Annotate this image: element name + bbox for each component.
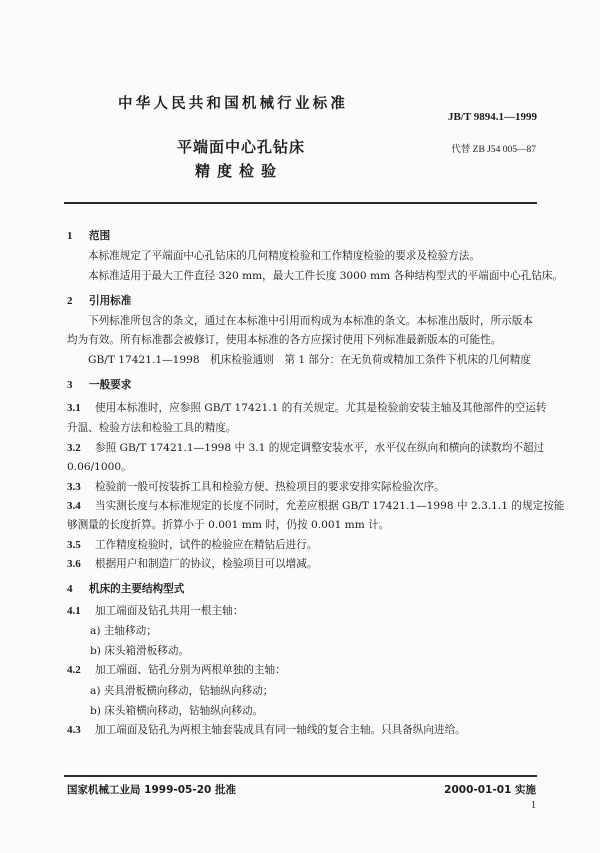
clause-3-2-cont: 0.06/1000。 — [67, 461, 132, 473]
clause-4-1-item-a: a) 主轴移动； — [90, 625, 157, 637]
clause-4-2: 4.2 加工端面、钻孔分别为两根单独的主轴： — [67, 664, 286, 676]
section-2-paragraph: 均为有效。所有标准都会被修订，使用本标准的各方应探讨使用下列标准最新版本的可能性。 — [67, 334, 502, 346]
effective-date: 2000-01-01 实施 — [444, 784, 536, 796]
page-number: 1 — [531, 800, 536, 811]
section-3-heading: 3 一般要求 — [67, 379, 132, 391]
clause-4-1-item-b: b) 床头箱滑板移动。 — [90, 645, 190, 657]
clause-3-4-cont: 够测量的长度折算。折算小于 0.001 mm 时，仍按 0.001 mm 计。 — [67, 519, 390, 531]
footer-divider — [64, 775, 537, 777]
section-1-paragraph: 本标准规定了平端面中心孔钻床的几何精度检验和工作精度检验的要求及检验方法。 — [88, 250, 480, 262]
replaces-standard: 代替 ZB J54 005—87 — [451, 145, 536, 155]
section-1-paragraph: 本标准适用于最大工件直径 320 mm，最大工件长度 3000 mm 各种结构型式的平端面中心孔钻床。 — [88, 270, 563, 282]
header-divider — [64, 202, 537, 204]
clause-4-3: 4.3 加工端面及钻孔为两根主轴套装成具有同一轴线的复合主轴。只具备纵向进给。 — [67, 724, 466, 736]
clause-3-1-cont: 升温、检验方法和检验工具的精度。 — [67, 422, 237, 434]
document-title-line2: 精度检验 — [195, 162, 284, 180]
section-2-heading: 2 引用标准 — [67, 295, 132, 307]
clause-3-1: 3.1 使用本标准时，应参照 GB/T 17421.1 的有关规定。尤其是检验前安装主轴及其他部件的空运转 — [67, 402, 547, 414]
standard-number: JB/T 9894.1—1999 — [447, 111, 537, 123]
clause-3-2: 3.2 参照 GB/T 17421.1—1998 中 3.1 的规定调整安装水平，水平仪在纵向和横向的读数均不超过 — [67, 442, 545, 454]
section-4-heading: 4 机床的主要结构型式 — [67, 583, 185, 595]
document-title-line1: 平端面中心孔钻床 — [177, 138, 306, 156]
clause-3-3: 3.3 检验前一般可按装拆工具和检验方便、热检项目的要求安排实际检验次序。 — [67, 481, 445, 493]
section-2-paragraph: 下列标准所包含的条文，通过在本标准中引用而构成为本标准的条文。本标准出版时，所示版本 — [88, 315, 533, 327]
clause-3-5: 3.5 工作精度检验时，试件的检验应在精钻后进行。 — [67, 539, 318, 551]
referenced-standard: GB/T 17421.1—1998 机床检验通则 第 1 部分：在无负荷或精加工条件下机床的几何精度 — [88, 354, 531, 366]
clause-3-4: 3.4 当实测长度与本标准规定的长度不同时，允差应根据 GB/T 17421.1—1998 中 2.3.1.1 的规定按能 — [67, 500, 565, 512]
clause-4-2-item-b: b) 床头箱横向移动，钻轴纵向移动。 — [90, 705, 264, 717]
issuing-organization: 中华人民共和国机械行业标准 — [118, 96, 349, 112]
clause-4-1: 4.1 加工端面及钻孔共用一根主轴： — [67, 605, 244, 617]
clause-3-6: 3.6 根据用户和制造厂的协议，检验项目可以增减。 — [67, 558, 318, 570]
section-1-heading: 1 范围 — [67, 230, 111, 242]
approval-date: 国家机械工业局 1999-05-20 批准 — [67, 784, 236, 796]
clause-4-2-item-a: a) 夹具滑板横向移动，钻轴纵向移动； — [90, 685, 274, 697]
